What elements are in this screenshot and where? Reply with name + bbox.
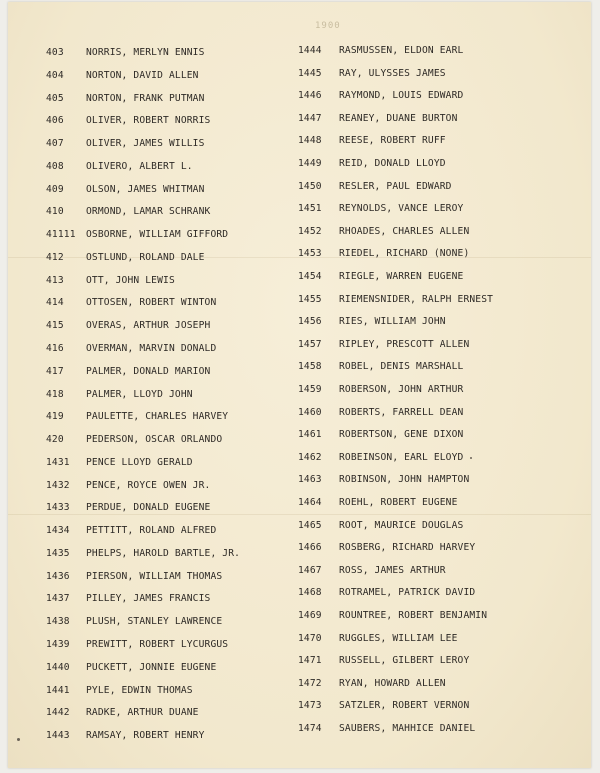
entry-name: ROOT, MAURICE DOUGLAS [339, 519, 464, 531]
entry-number: 1446 [298, 90, 322, 102]
roster-entry [46, 184, 205, 195]
entry-name: PALMER, DONALD MARION [86, 365, 211, 377]
roster-entry [46, 593, 210, 604]
entry-number: 1468 [298, 587, 322, 599]
entry-name: RHOADES, CHARLES ALLEN [339, 225, 470, 237]
roster-entry [298, 113, 458, 124]
entry-number: 407 [46, 138, 64, 150]
roster-entry [46, 480, 210, 491]
entry-number: 420 [46, 434, 64, 446]
entry-number: 1464 [298, 497, 322, 508]
roster-entry [298, 474, 469, 485]
entry-name: ORMOND, LAMAR SCHRANK [86, 206, 211, 218]
entry-name: RAYMOND, LOUIS EDWARD [339, 90, 464, 102]
roster-entry [298, 271, 463, 282]
entry-name: RASMUSSEN, ELDON EARL [339, 45, 464, 56]
entry-name: PAULETTE, CHARLES HARVEY [86, 411, 229, 423]
entry-name: RIEGLE, WARREN EUGENE [339, 271, 464, 282]
entry-name: ROBERTS, FARRELL DEAN [339, 406, 464, 418]
roster-entry [46, 138, 205, 149]
entry-number: 413 [46, 274, 64, 286]
roster-entry [298, 497, 458, 508]
entry-number: 1448 [298, 135, 322, 147]
entry-number: 1434 [46, 525, 70, 537]
entry-name: RIEDEL, RICHARD (NONE) [339, 248, 470, 260]
entry-number: 1438 [46, 616, 70, 628]
entry-number: 1447 [298, 112, 322, 124]
entry-number: 1470 [298, 632, 322, 644]
entry-number: 1461 [298, 429, 322, 441]
entry-name: PERDUE, DONALD EUGENE [86, 502, 211, 514]
entry-name: ROUNTREE, ROBERT BENJAMIN [339, 610, 488, 621]
entry-number: 1451 [298, 203, 322, 215]
roster-entry [298, 587, 475, 598]
roster-entry [298, 294, 493, 305]
entry-name: RIPLEY, PRESCOTT ALLEN [339, 338, 470, 350]
entry-name: PILLEY, JAMES FRANCIS [86, 593, 211, 605]
entry-name: NORTON, DAVID ALLEN [86, 69, 199, 81]
roster-entry [46, 297, 216, 308]
entry-name: NORTON, FRANK PUTMAN [86, 92, 205, 104]
roster-entry [298, 610, 487, 621]
entry-number: 406 [46, 115, 64, 127]
entry-name: ROSBERG, RICHARD HARVEY [339, 542, 476, 554]
entry-name: OTTOSEN, ROBERT WINTON [86, 297, 217, 309]
entry-name: PENCE, ROYCE OWEN JR. [86, 479, 211, 491]
roster-entry [46, 252, 205, 263]
entry-name: SATZLER, ROBERT VERNON [339, 700, 470, 712]
roster-entry [298, 520, 463, 531]
roster-entry [298, 678, 446, 689]
entry-name: ROBEINSON, EARL ELOYD [339, 451, 464, 463]
entry-number: 405 [46, 92, 64, 104]
roster-entry [298, 203, 463, 214]
entry-number: 1442 [46, 707, 70, 719]
roster-entry [298, 339, 469, 350]
entry-number: 417 [46, 365, 64, 377]
roster-entry [298, 384, 463, 395]
entry-name: PLUSH, STANLEY LAWRENCE [86, 616, 223, 628]
entry-number: 1437 [46, 593, 70, 605]
roster-entry [46, 411, 228, 422]
roster-entry [298, 181, 452, 192]
entry-name: RYAN, HOWARD ALLEN [339, 677, 446, 689]
entry-number: 1450 [298, 180, 322, 192]
entry-name: PETTITT, ROLAND ALFRED [86, 525, 217, 537]
roster-entry [298, 633, 458, 644]
scan-speck [470, 457, 472, 459]
entry-number: 1445 [298, 67, 322, 79]
entry-name: OLIVERO, ALBERT L. [86, 160, 193, 172]
entry-name: PIERSON, WILLIAM THOMAS [86, 570, 223, 582]
entry-name: OVERMAN, MARVIN DONALD [86, 343, 217, 354]
roster-entry [46, 161, 193, 172]
entry-number: 1455 [298, 293, 322, 305]
entry-name: NORRIS, MERLYN ENNIS [86, 47, 205, 58]
roster-entry [46, 548, 240, 559]
roster-entry [298, 407, 463, 418]
entry-name: RAMSAY, ROBERT HENRY [86, 730, 205, 742]
entry-name: OLIVER, JAMES WILLIS [86, 138, 205, 150]
roster-entry [46, 206, 210, 217]
roster-entry [46, 639, 228, 650]
roster-entry [298, 90, 463, 101]
roster-entry [298, 226, 469, 237]
entry-name: RADKE, ARTHUR DUANE [86, 707, 199, 719]
entry-name: RESLER, PAUL EDWARD [339, 180, 452, 192]
entry-number: 1467 [298, 564, 322, 576]
entry-name: ROSS, JAMES ARTHUR [339, 564, 446, 576]
entry-name: ROBERSON, JOHN ARTHUR [339, 384, 464, 395]
entry-name: REID, DONALD LLOYD [339, 158, 446, 169]
entry-number: 1444 [298, 45, 322, 56]
entry-name: PHELPS, HAROLD BARTLE, JR. [86, 547, 241, 559]
entry-name: PALMER, LLOYD JOHN [86, 388, 193, 400]
roster-entry [298, 135, 446, 146]
entry-number: 416 [46, 343, 64, 354]
entry-number: 1471 [298, 655, 322, 667]
entry-number: 1463 [298, 474, 322, 486]
entry-name: OSTLUND, ROLAND DALE [86, 251, 205, 263]
entry-name: PEDERSON, OSCAR ORLANDO [86, 434, 223, 446]
entry-number: 412 [46, 251, 64, 263]
roster-entry [46, 93, 205, 104]
scan-speck [17, 738, 20, 741]
roster-entry [46, 434, 222, 445]
entry-number: 1460 [298, 406, 322, 418]
entry-number: 403 [46, 47, 64, 58]
entry-number: 1459 [298, 384, 322, 395]
entry-number: 1435 [46, 547, 70, 559]
entry-number: 1452 [298, 225, 322, 237]
entry-name: PENCE LLOYD GERALD [86, 456, 193, 468]
entry-number: 1453 [298, 248, 322, 260]
entry-number: 404 [46, 69, 64, 81]
roster-entry [298, 45, 463, 56]
entry-number: 1436 [46, 570, 70, 582]
entry-number: 1440 [46, 661, 70, 673]
entry-name: RIES, WILLIAM JOHN [339, 316, 446, 328]
roster-entry [46, 662, 216, 673]
entry-name: ROBINSON, JOHN HAMPTON [339, 474, 470, 486]
roster-entry [46, 571, 222, 582]
entry-number: 414 [46, 297, 64, 309]
roster-entry [298, 565, 446, 576]
entry-number: 1441 [46, 684, 70, 696]
roster-entry [46, 685, 193, 696]
entry-number: 1449 [298, 158, 322, 169]
entry-number: 418 [46, 388, 64, 400]
entry-number: 415 [46, 320, 64, 332]
entry-number: 1458 [298, 361, 322, 373]
entry-number: 1473 [298, 700, 322, 712]
entry-name: ROBEL, DENIS MARSHALL [339, 361, 464, 373]
entry-name: REANEY, DUANE BURTON [339, 112, 458, 124]
entry-name: OVERAS, ARTHUR JOSEPH [86, 320, 211, 332]
entry-name: PYLE, EDWIN THOMAS [86, 684, 193, 696]
roster-entry [46, 275, 175, 286]
roster-entry [298, 361, 463, 372]
entry-number: 1472 [298, 677, 322, 689]
roster-entry [46, 616, 222, 627]
entry-name: OLSON, JAMES WHITMAN [86, 183, 205, 195]
roster-entry [298, 723, 475, 734]
entry-number: 1474 [298, 723, 322, 734]
roster-entry [46, 730, 205, 741]
page-header-mark: 1900 [315, 21, 341, 31]
entry-number: 1456 [298, 316, 322, 328]
entry-number: 408 [46, 160, 64, 172]
entry-name: OSBORNE, WILLIAM GIFFORD [86, 229, 229, 241]
roster-entry [298, 316, 446, 327]
entry-name: ROEHL, ROBERT EUGENE [339, 497, 458, 508]
roster-entry [298, 429, 463, 440]
roster-entry [298, 68, 446, 79]
entry-name: OLIVER, ROBERT NORRIS [86, 115, 211, 127]
roster-entry [46, 229, 228, 240]
roster-entry [298, 452, 463, 463]
roster-entry [298, 700, 469, 711]
entry-number: 1462 [298, 451, 322, 463]
roster-entry [46, 343, 216, 354]
roster-entry [46, 320, 210, 331]
roster-entry [46, 707, 199, 718]
entry-name: PUCKETT, JONNIE EUGENE [86, 661, 217, 673]
entry-name: RUGGLES, WILLIAM LEE [339, 632, 458, 644]
entry-number: 410 [46, 206, 64, 218]
entry-number: 1431 [46, 456, 70, 468]
roster-entry [298, 542, 475, 553]
entry-number: 1466 [298, 542, 322, 554]
roster-entry [46, 457, 193, 468]
entry-name: PREWITT, ROBERT LYCURGUS [86, 639, 229, 651]
roster-entry [46, 389, 193, 400]
roster-entry [298, 158, 446, 169]
entry-name: OTT, JOHN LEWIS [86, 274, 175, 286]
entry-name: RIEMENSNIDER, RALPH ERNEST [339, 293, 494, 305]
entry-name: REESE, ROBERT RUFF [339, 135, 446, 147]
roster-entry [46, 70, 199, 81]
roster-entry [298, 248, 469, 259]
entry-number: 419 [46, 411, 64, 423]
entry-number: 1469 [298, 610, 322, 621]
entry-number: 1439 [46, 639, 70, 651]
entry-name: ROTRAMEL, PATRICK DAVID [339, 587, 476, 599]
entry-number: 1443 [46, 730, 70, 742]
roster-entry [46, 502, 210, 513]
entry-number: 1433 [46, 502, 70, 514]
entry-number: 1454 [298, 271, 322, 282]
entry-number: 41111 [46, 229, 76, 241]
entry-name: RUSSELL, GILBERT LEROY [339, 655, 470, 667]
roster-entry [46, 525, 216, 536]
roster-entry [46, 115, 210, 126]
entry-number: 1432 [46, 479, 70, 491]
entry-name: REYNOLDS, VANCE LEROY [339, 203, 464, 215]
paper-fold-line [8, 514, 591, 515]
entry-name: ROBERTSON, GENE DIXON [339, 429, 464, 441]
roster-entry [46, 366, 210, 377]
roster-entry [298, 655, 469, 666]
entry-name: RAY, ULYSSES JAMES [339, 67, 446, 79]
entry-number: 1457 [298, 338, 322, 350]
roster-entry [46, 47, 205, 58]
entry-name: SAUBERS, MAHHICE DANIEL [339, 723, 476, 734]
entry-number: 1465 [298, 519, 322, 531]
entry-number: 409 [46, 183, 64, 195]
